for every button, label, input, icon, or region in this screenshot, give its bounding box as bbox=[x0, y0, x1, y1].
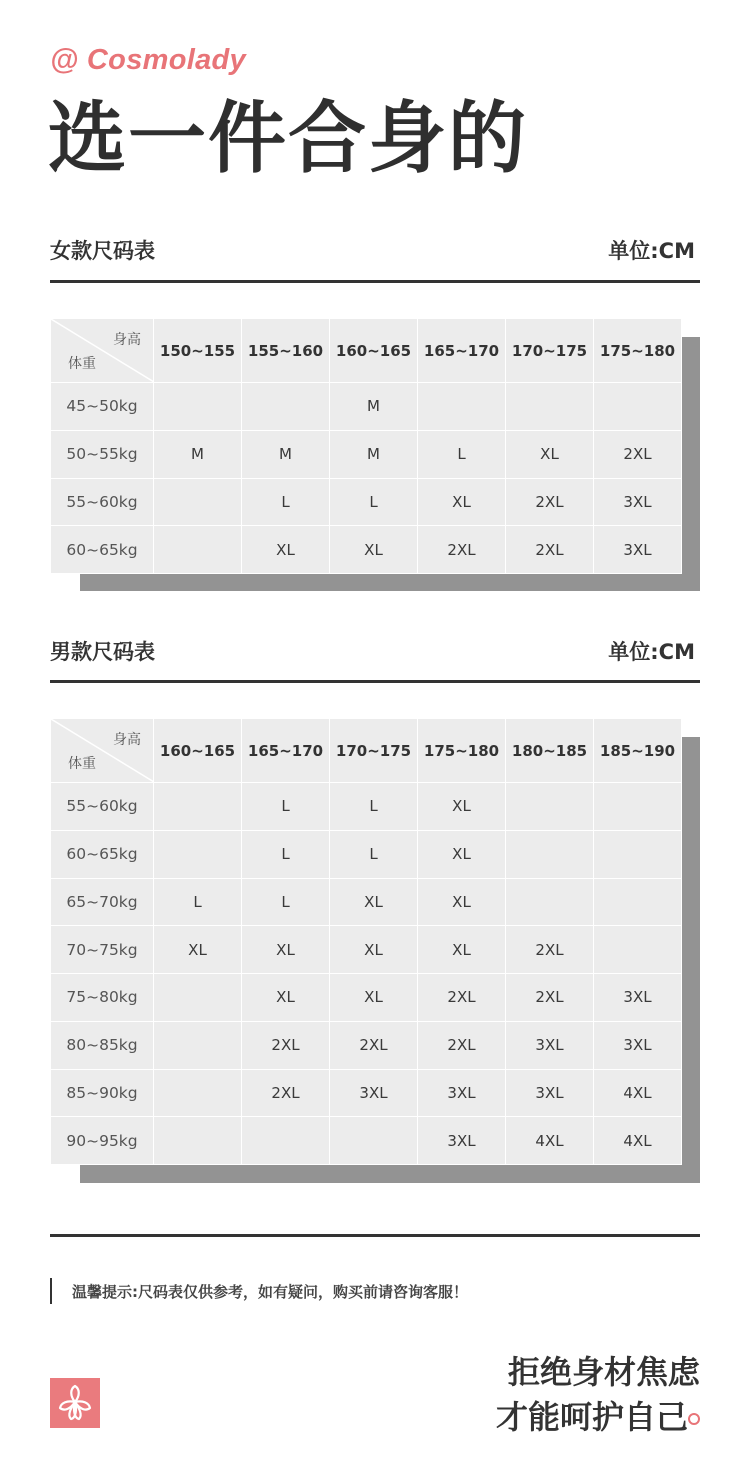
size-cell bbox=[242, 383, 330, 431]
size-cell: 2XL bbox=[506, 926, 594, 974]
corner-cell bbox=[51, 319, 154, 383]
size-cell: XL bbox=[418, 830, 506, 878]
men-size-table bbox=[50, 718, 682, 1165]
slogan-line-1: 拒绝身材焦虑 bbox=[507, 1353, 700, 1391]
slogan-line-2: 才能呵护自己 bbox=[495, 1398, 688, 1436]
size-cell bbox=[154, 478, 242, 526]
footer-divider bbox=[50, 1234, 700, 1237]
weight-row-header: 45~50kg bbox=[51, 383, 154, 431]
weight-row-header: 80~85kg bbox=[51, 1021, 154, 1069]
size-cell: 2XL bbox=[242, 1069, 330, 1117]
size-cell: XL bbox=[418, 478, 506, 526]
size-cell: 3XL bbox=[506, 1069, 594, 1117]
weight-row-header: 50~55kg bbox=[51, 430, 154, 478]
table-row bbox=[51, 1021, 682, 1069]
height-column-header: 160~165 bbox=[154, 719, 242, 783]
table-row bbox=[51, 974, 682, 1022]
height-column-header: 165~170 bbox=[418, 319, 506, 383]
height-column-header: 155~160 bbox=[242, 319, 330, 383]
size-cell: 2XL bbox=[242, 1021, 330, 1069]
table-row bbox=[51, 526, 682, 574]
weight-row-header: 65~70kg bbox=[51, 878, 154, 926]
height-column-header: 175~180 bbox=[594, 319, 682, 383]
size-cell bbox=[594, 783, 682, 831]
size-cell: L bbox=[330, 783, 418, 831]
men-unit-label: 单位:CM bbox=[608, 640, 695, 664]
header-row bbox=[51, 319, 682, 383]
height-column-header: 175~180 bbox=[418, 719, 506, 783]
size-cell: L bbox=[242, 830, 330, 878]
size-cell: XL bbox=[506, 430, 594, 478]
women-size-table bbox=[50, 318, 682, 574]
size-cell bbox=[154, 1021, 242, 1069]
height-column-header: 150~155 bbox=[154, 319, 242, 383]
height-column-header: 180~185 bbox=[506, 719, 594, 783]
height-column-header: 165~170 bbox=[242, 719, 330, 783]
height-column-header: 170~175 bbox=[506, 319, 594, 383]
size-cell: 3XL bbox=[506, 1021, 594, 1069]
size-cell: XL bbox=[418, 783, 506, 831]
size-cell: 4XL bbox=[506, 1117, 594, 1165]
size-cell: 3XL bbox=[594, 526, 682, 574]
size-cell bbox=[154, 383, 242, 431]
size-cell bbox=[594, 830, 682, 878]
size-cell bbox=[506, 383, 594, 431]
size-cell: XL bbox=[330, 974, 418, 1022]
size-cell: XL bbox=[330, 926, 418, 974]
size-cell bbox=[242, 1117, 330, 1165]
header-row bbox=[51, 719, 682, 783]
size-cell: 2XL bbox=[418, 974, 506, 1022]
table-row bbox=[51, 478, 682, 526]
size-cell: 3XL bbox=[418, 1069, 506, 1117]
size-cell bbox=[594, 926, 682, 974]
tip-text: 温馨提示:尺码表仅供参考，如有疑问，购买前请咨询客服！ bbox=[72, 1283, 469, 1301]
tip-marker bbox=[50, 1278, 52, 1304]
men-divider bbox=[50, 680, 700, 683]
size-cell: L bbox=[154, 878, 242, 926]
table-row bbox=[51, 1069, 682, 1117]
brand-name: @ Cosmolady bbox=[50, 44, 246, 76]
size-cell: XL bbox=[154, 926, 242, 974]
weight-row-header: 55~60kg bbox=[51, 783, 154, 831]
size-cell: L bbox=[330, 830, 418, 878]
size-cell bbox=[154, 1117, 242, 1165]
size-cell: 2XL bbox=[506, 526, 594, 574]
height-column-header: 185~190 bbox=[594, 719, 682, 783]
slogan-dot bbox=[688, 1413, 700, 1425]
size-cell: XL bbox=[418, 926, 506, 974]
size-cell: 3XL bbox=[594, 974, 682, 1022]
table-row bbox=[51, 383, 682, 431]
size-cell: 2XL bbox=[330, 1021, 418, 1069]
size-cell: L bbox=[242, 478, 330, 526]
height-column-header: 160~165 bbox=[330, 319, 418, 383]
size-cell bbox=[506, 783, 594, 831]
page-headline: 选一件合身的 bbox=[48, 94, 529, 184]
table-row bbox=[51, 430, 682, 478]
size-cell: M bbox=[330, 430, 418, 478]
size-cell: 3XL bbox=[594, 478, 682, 526]
size-cell: XL bbox=[242, 974, 330, 1022]
table-row bbox=[51, 783, 682, 831]
size-cell: XL bbox=[242, 526, 330, 574]
size-cell: XL bbox=[418, 878, 506, 926]
weight-row-header: 60~65kg bbox=[51, 526, 154, 574]
weight-axis-label: 体重 bbox=[68, 756, 96, 772]
size-cell: M bbox=[330, 383, 418, 431]
weight-row-header: 60~65kg bbox=[51, 830, 154, 878]
weight-row-header: 70~75kg bbox=[51, 926, 154, 974]
women-chart-title: 女款尺码表 bbox=[50, 239, 155, 263]
size-cell: 2XL bbox=[506, 478, 594, 526]
height-axis-label: 身高 bbox=[113, 332, 141, 348]
table-row bbox=[51, 1117, 682, 1165]
size-cell: M bbox=[242, 430, 330, 478]
size-cell bbox=[330, 1117, 418, 1165]
size-cell bbox=[154, 783, 242, 831]
men-chart-title: 男款尺码表 bbox=[50, 640, 155, 664]
size-cell bbox=[506, 830, 594, 878]
size-cell bbox=[506, 878, 594, 926]
size-cell: 2XL bbox=[506, 974, 594, 1022]
table-row bbox=[51, 830, 682, 878]
size-cell bbox=[154, 974, 242, 1022]
size-cell bbox=[154, 526, 242, 574]
height-column-header: 170~175 bbox=[330, 719, 418, 783]
women-divider bbox=[50, 280, 700, 283]
size-cell: 4XL bbox=[594, 1069, 682, 1117]
size-cell: L bbox=[242, 878, 330, 926]
size-cell: 3XL bbox=[330, 1069, 418, 1117]
size-cell bbox=[154, 1069, 242, 1117]
table-row bbox=[51, 926, 682, 974]
size-cell: 4XL bbox=[594, 1117, 682, 1165]
size-cell bbox=[154, 830, 242, 878]
size-cell: 2XL bbox=[418, 526, 506, 574]
flower-logo-icon bbox=[50, 1378, 100, 1428]
size-cell bbox=[594, 878, 682, 926]
size-cell: XL bbox=[242, 926, 330, 974]
size-cell: M bbox=[154, 430, 242, 478]
size-cell: L bbox=[330, 478, 418, 526]
size-cell: 3XL bbox=[418, 1117, 506, 1165]
size-cell: XL bbox=[330, 878, 418, 926]
size-cell: 2XL bbox=[418, 1021, 506, 1069]
weight-axis-label: 体重 bbox=[68, 356, 96, 372]
weight-row-header: 90~95kg bbox=[51, 1117, 154, 1165]
size-cell: L bbox=[242, 783, 330, 831]
weight-row-header: 55~60kg bbox=[51, 478, 154, 526]
weight-row-header: 85~90kg bbox=[51, 1069, 154, 1117]
corner-cell bbox=[51, 719, 154, 783]
size-cell: 2XL bbox=[594, 430, 682, 478]
size-cell: L bbox=[418, 430, 506, 478]
height-axis-label: 身高 bbox=[113, 732, 141, 748]
size-cell bbox=[594, 383, 682, 431]
size-cell: 3XL bbox=[594, 1021, 682, 1069]
women-unit-label: 单位:CM bbox=[608, 239, 695, 263]
weight-row-header: 75~80kg bbox=[51, 974, 154, 1022]
size-cell: XL bbox=[330, 526, 418, 574]
size-cell bbox=[418, 383, 506, 431]
table-row bbox=[51, 878, 682, 926]
